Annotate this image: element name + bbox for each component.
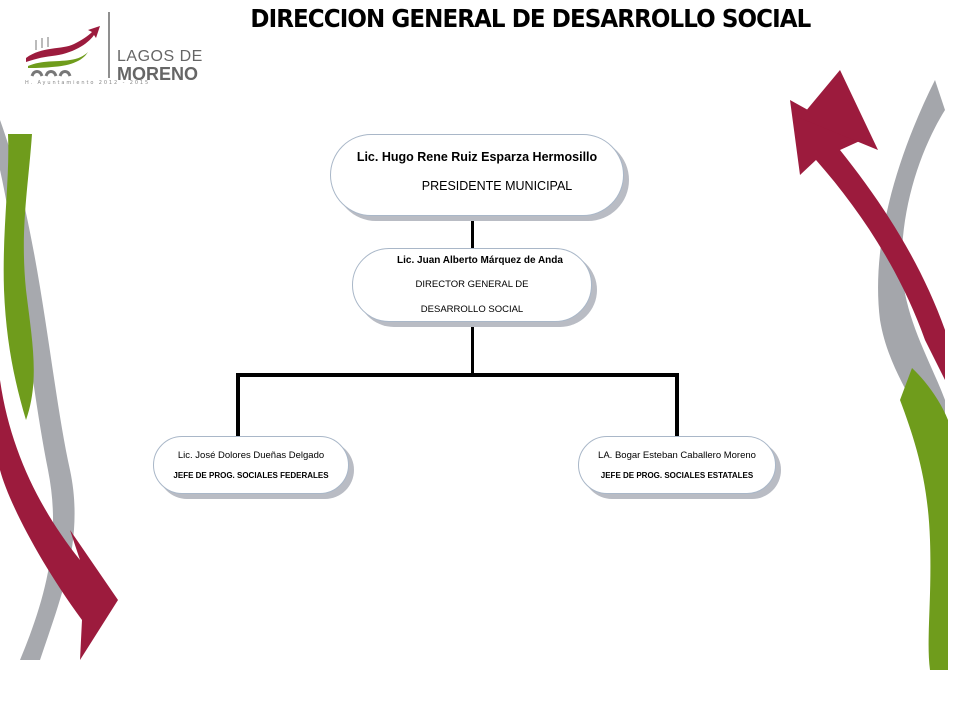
federal-head-role: JEFE DE PROG. SOCIALES FEDERALES [173, 471, 329, 480]
right-green-swoosh [900, 368, 948, 670]
logo-tagline: H. Ayuntamiento 2012 - 2015 [25, 80, 151, 86]
state-head-role: JEFE DE PROG. SOCIALES ESTATALES [600, 471, 754, 480]
logo-divider [108, 12, 110, 78]
org-node-director [352, 248, 592, 322]
org-node-federal-programs [153, 436, 349, 494]
org-node-president [330, 134, 624, 216]
page-title: DIRECCION GENERAL DE DESARROLLO SOCIAL [250, 4, 811, 33]
director-name: Lic. Juan Alberto Márquez de Anda [397, 255, 563, 266]
connector-right-drop [675, 373, 679, 436]
logo-text-lagos: LAGOS DE [117, 48, 203, 65]
connector-left-drop [236, 373, 240, 436]
director-role-line2: DESARROLLO SOCIAL [420, 304, 524, 315]
connector-president-director [471, 216, 474, 248]
federal-head-name: Lic. José Dolores Dueñas Delgado [177, 450, 325, 461]
connector-director-branch [471, 322, 474, 376]
org-node-state-programs [578, 436, 776, 494]
logo-emblem-icon [22, 10, 106, 80]
president-name: Lic. Hugo Rene Ruiz Esparza Hermosillo [356, 150, 598, 164]
president-role: PRESIDENTE MUNICIPAL [421, 179, 573, 193]
logo-text-moreno: MORENO [117, 64, 198, 84]
state-head-name: LA. Bogar Esteban Caballero Moreno [598, 450, 756, 461]
director-role-line1: DIRECTOR GENERAL DE [415, 279, 529, 290]
lagos-de-moreno-logo [22, 10, 202, 90]
connector-horizontal [236, 373, 679, 377]
